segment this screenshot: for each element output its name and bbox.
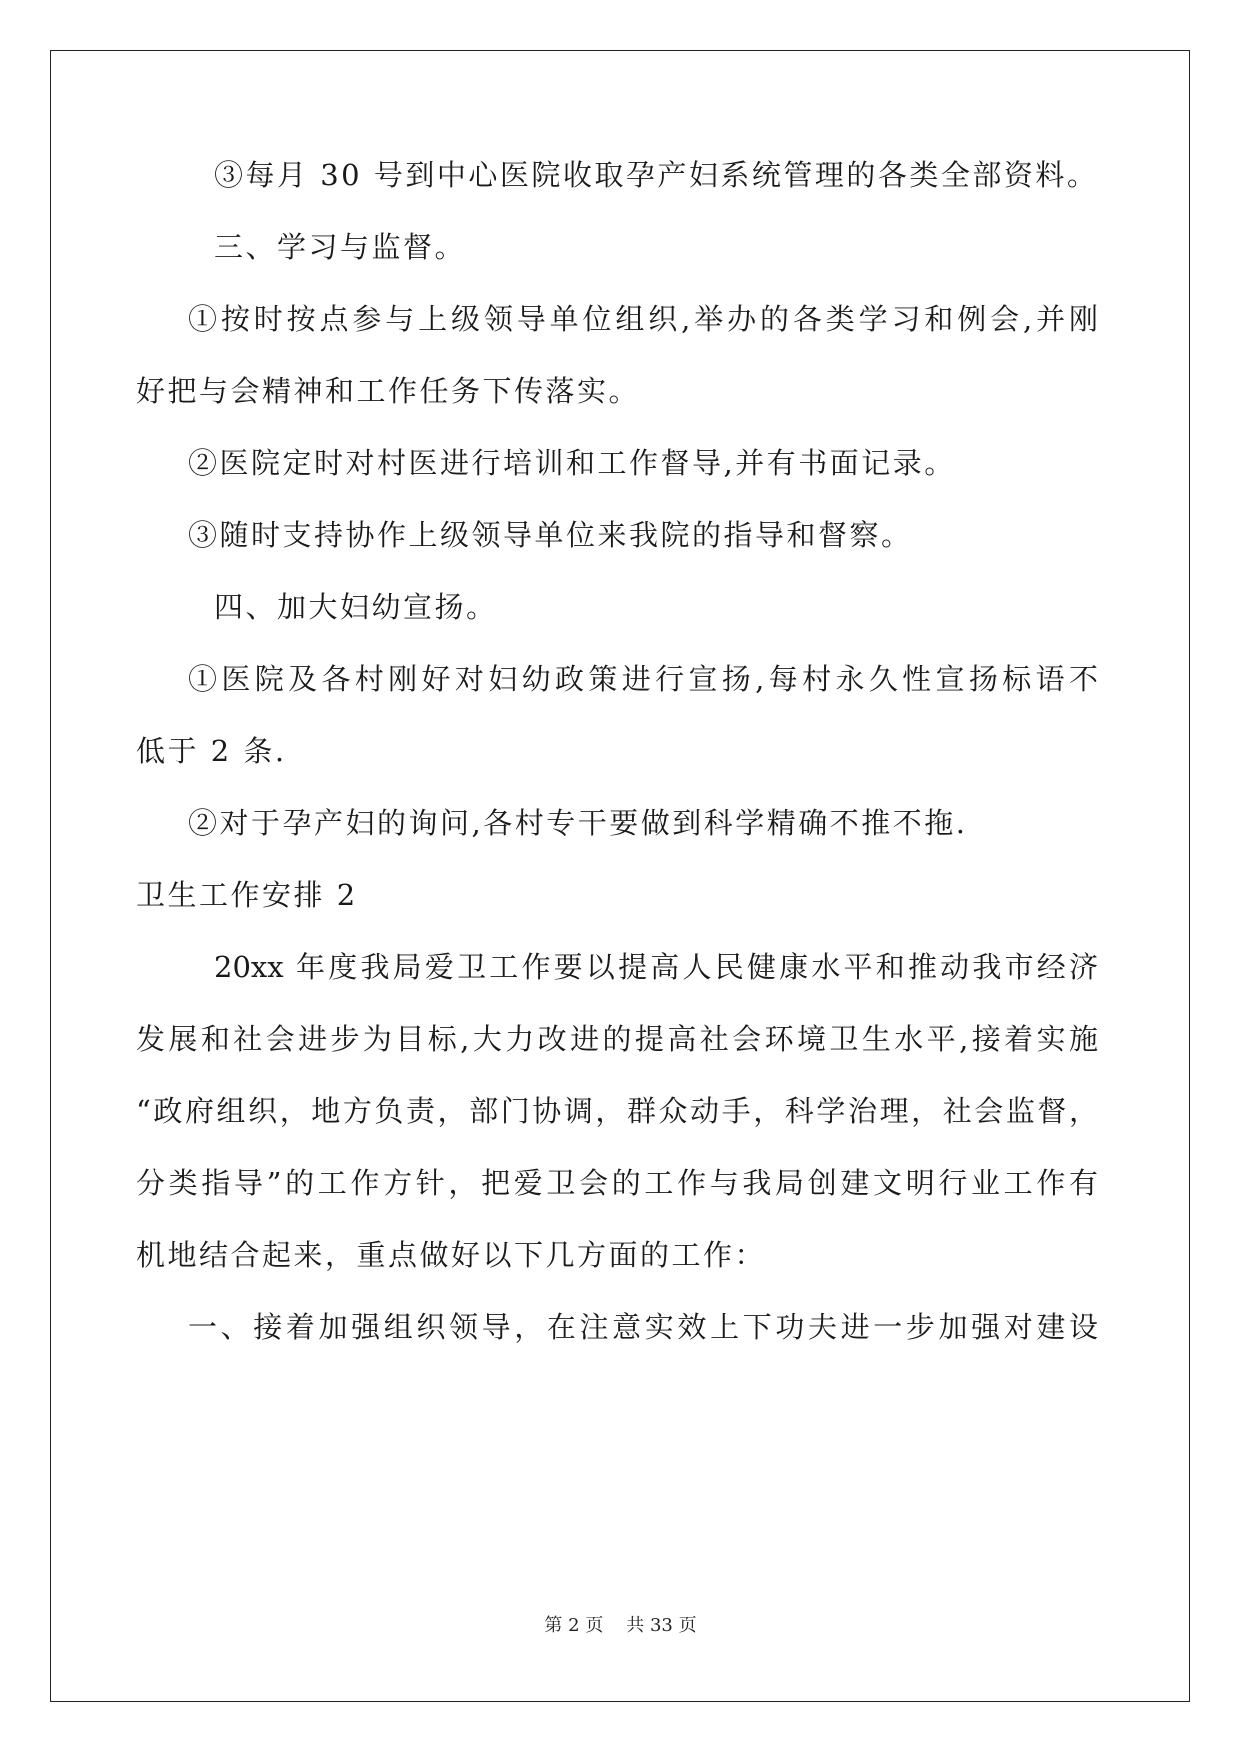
paragraph-line: ②对于孕产妇的询问,各村专干要做到科学精确不推不拖.	[188, 806, 968, 840]
document-subtitle: 卫生工作安排 2	[136, 878, 358, 912]
paragraph-line: ③随时支持协作上级领导单位来我院的指导和督察。	[188, 518, 913, 552]
paragraph-line: ①医院及各村刚好对妇幼政策进行宣扬,每村永久性宣扬标语不	[188, 662, 1098, 696]
page-total: 共 33 页	[626, 1615, 697, 1636]
page-footer	[0, 1614, 1241, 1638]
paragraph-line: 机地结合起来，重点做好以下几方面的工作：	[136, 1238, 767, 1272]
section-heading: 四、加大妇幼宣扬。	[214, 590, 498, 624]
paragraph-line: ③每月 30 号到中心医院收取孕产妇系统管理的各类全部资料。	[214, 158, 1099, 192]
paragraph-line: 发展和社会进步为目标,大力改进的提高社会环境卫生水平,接着实施	[136, 1022, 1098, 1056]
paragraph-line: 低于 2 条.	[136, 734, 287, 768]
paragraph-line: ②医院定时对村医进行培训和工作督导,并有书面记录。	[188, 446, 956, 480]
section-heading: 三、学习与监督。	[214, 230, 467, 264]
paragraph-line: 20xx 年度我局爱卫工作要以提高人民健康水平和推动我市经济	[214, 950, 1098, 984]
paragraph-line: “政府组织，地方负责，部门协调，群众动手，科学治理，社会监督，	[136, 1094, 1098, 1128]
paragraph-line: ①按时按点参与上级领导单位组织,举办的各类学习和例会,并刚	[188, 302, 1098, 336]
page-number: 第 2 页	[544, 1615, 604, 1636]
paragraph-line: 好把与会精神和工作任务下传落实。	[136, 374, 641, 408]
paragraph-line: 分类指导”的工作方针，把爱卫会的工作与我局创建文明行业工作有	[136, 1166, 1098, 1200]
paragraph-line: 一、接着加强组织领导，在注意实效上下功夫进一步加强对建设	[188, 1310, 1098, 1344]
